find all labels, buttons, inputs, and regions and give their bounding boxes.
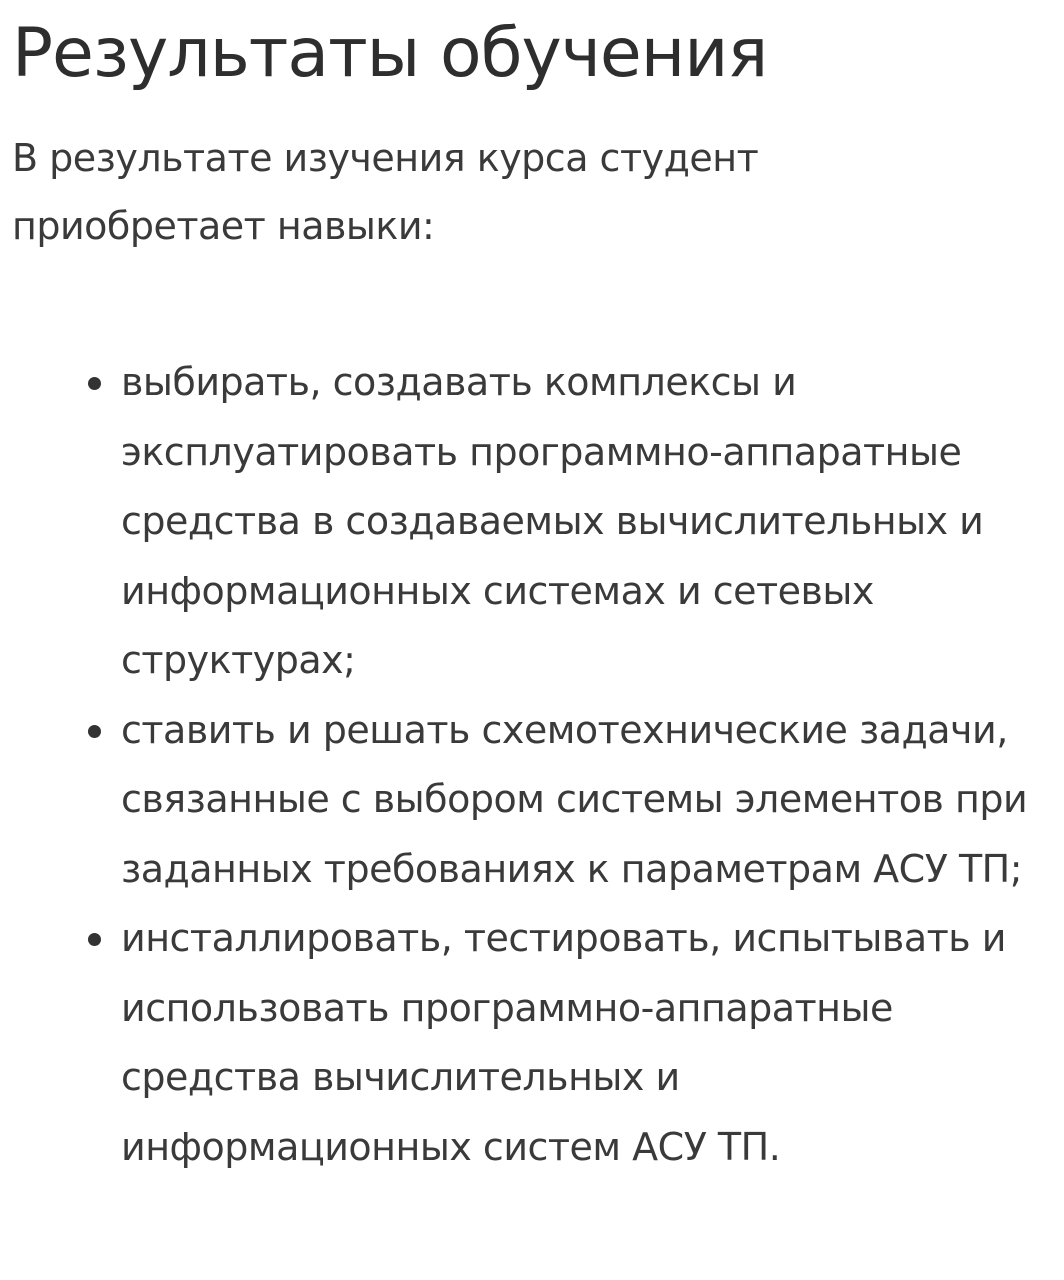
- bullet-icon: [88, 725, 101, 738]
- bullet-icon: [88, 377, 101, 390]
- skill-text: инсталлировать, тестировать, испытывать и использовать программно-аппаратные средства вычислительных и информационных систем АСУ ТП.: [121, 916, 1006, 1169]
- skill-text: выбирать, создавать комплексы и эксплуатировать программно-аппаратные средства в создаваемых вычислительных и информационных системах и сетевых структурах;: [121, 360, 984, 682]
- list-item: [80, 696, 1040, 905]
- skills-list: [80, 348, 1040, 1182]
- skill-text: ставить и решать схемотехнические задачи, связанные с выбором системы элементов при заданных требованиях к параметрам АСУ ТП;: [121, 707, 1028, 891]
- list-item: [80, 904, 1040, 1182]
- bullet-icon: [88, 933, 101, 946]
- list-item: [80, 348, 1040, 696]
- section-intro: В результате изучения курса студент приобретает навыки:: [12, 136, 759, 248]
- section-title: Результаты обучения: [12, 14, 768, 93]
